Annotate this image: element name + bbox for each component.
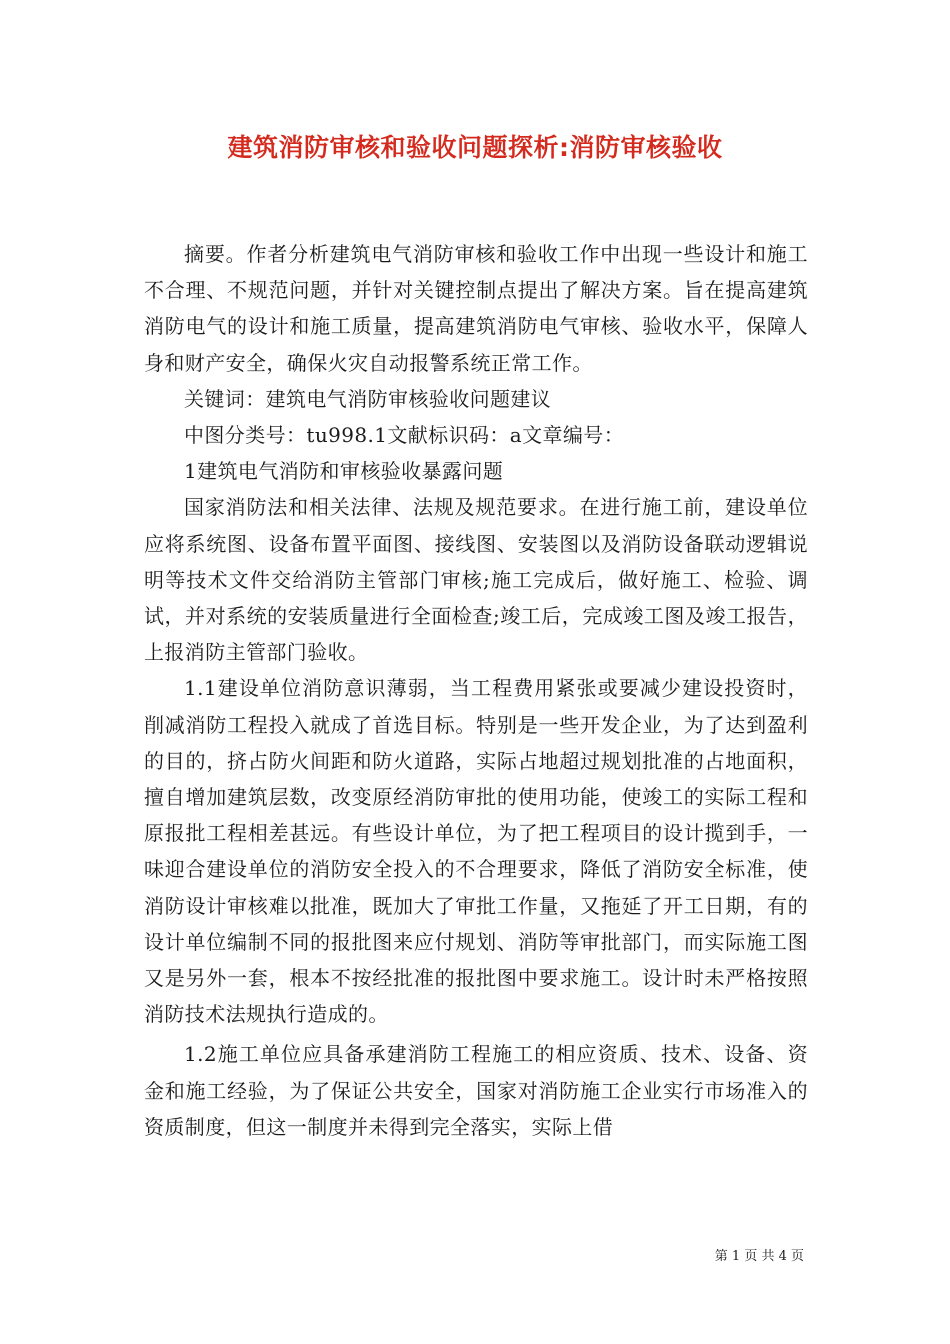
abstract-paragraph: 摘要。作者分析建筑电气消防审核和验收工作中出现一些设计和施工不合理、不规范问题，并针对关键控制点提出了解决方案。旨在提高建筑消防电气的设计和施工质量，提高建筑消防电气审核、验收水平，保障人身和财产安全，确保火灾自动报警系统正常工作。	[144, 242, 808, 375]
body-paragraph: 国家消防法和相关法律、法规及规范要求。在进行施工前，建设单位应将系统图、设备布置平面图、接线图、安装图以及消防设备联动逻辑说明等技术文件交给消防主管部门审核;施工完成后，做好施工、检验、调试，并对系统的安装质量进行全面检查;竣工后，完成竣工图及竣工报告，上报消防主管部门验收。	[144, 495, 808, 665]
document-title: 建筑消防审核和验收问题探析:消防审核验收	[227, 133, 723, 162]
section-heading: 1建筑电气消防和审核验收暴露问题	[184, 459, 504, 484]
document-body	[144, 236, 808, 1145]
page-number: 第 1 页 共 4 页	[714, 1249, 804, 1264]
subsection-1-2-paragraph: 1.2施工单位应具备承建消防工程施工的相应资质、技术、设备、资金和施工经验，为了保证公共安全，国家对消防施工企业实行市场准入的资质制度，但这一制度并未得到完全落实，实际上借	[144, 1042, 808, 1139]
subsection-1-1-paragraph: 1.1建设单位消防意识薄弱，当工程费用紧张或要减少建设投资时，削减消防工程投入就成了首选目标。特别是一些开发企业，为了达到盈利的目的，挤占防火间距和防火道路，实际占地超过规划批准的占地面积，擅自增加建筑层数，改变原经消防审批的使用功能，使竣工的实际工程和原报批工程相差甚远。有些设计单位，为了把工程项目的设计揽到手，一味迎合建设单位的消防安全投入的不合理要求，降低了消防安全标准，使消防设计审核难以批准，既加大了审批工作量，又拖延了开工日期，有的设计单位编制不同的报批图来应付规划、消防等审批部门，而实际施工图又是另外一套，根本不按经批准的报批图中要求施工。设计时未严格按照消防技术法规执行造成的。	[144, 676, 808, 1027]
keywords-paragraph: 关键词：建筑电气消防审核验收问题建议	[184, 386, 552, 411]
classification-paragraph: 中图分类号：tu998.1文献标识码：a文章编号：	[184, 423, 625, 448]
